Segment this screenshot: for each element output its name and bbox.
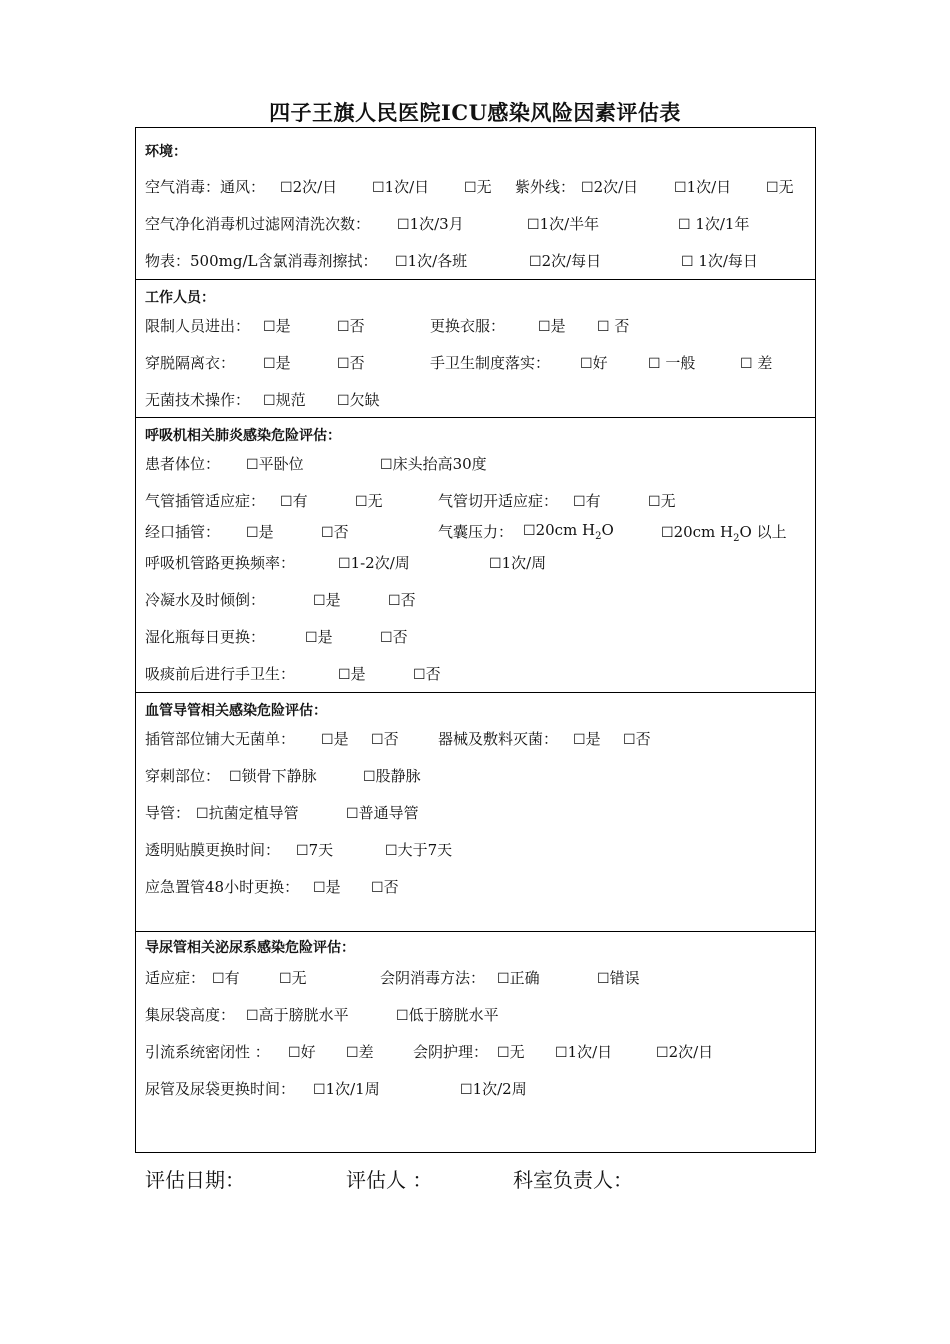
checkbox-option[interactable]: ☐ 是 bbox=[263, 315, 291, 336]
intubation-indication-row bbox=[145, 490, 815, 512]
checkbox-option[interactable]: ☐ 欠缺 bbox=[337, 389, 380, 410]
checkbox-option[interactable]: ☐ 错误 bbox=[597, 967, 640, 988]
checkbox-option[interactable]: ☐ 否 bbox=[337, 315, 365, 336]
checkbox-option[interactable]: ☐ 低于膀胱水平 bbox=[396, 1004, 499, 1025]
field-label: 器械及敷料灭菌： bbox=[438, 730, 559, 748]
checkbox-option[interactable]: ☐ 1次/周 bbox=[489, 552, 546, 573]
field-label: 尿管及尿袋更换时间： bbox=[145, 1080, 296, 1098]
field-label: 气囊压力： bbox=[438, 523, 514, 541]
field-label: 更换衣服： bbox=[430, 317, 506, 335]
closed-system-row bbox=[145, 1041, 815, 1063]
checkbox-option[interactable]: ☐ 平卧位 bbox=[246, 453, 304, 474]
patient-position-row bbox=[145, 453, 815, 475]
puncture-site-row bbox=[145, 765, 815, 787]
checkbox-option[interactable]: ☐ 是 bbox=[538, 315, 566, 336]
catheter-type-row bbox=[145, 802, 815, 824]
field-label: 会阴消毒方法： bbox=[380, 969, 486, 987]
field-label: 空气消毒：通风： bbox=[145, 178, 266, 196]
department-head-label: 科室负责人： bbox=[513, 1168, 633, 1192]
page-title: 四子王旗人民医院ICU感染风险因素评估表 bbox=[269, 100, 681, 125]
checkbox-option[interactable]: ☐ 否 bbox=[623, 728, 651, 749]
checkbox-option[interactable]: ☐ 1次/各班 bbox=[395, 250, 467, 271]
checkbox-option[interactable]: ☐ 否 bbox=[371, 728, 399, 749]
checkbox-option[interactable]: ☐ 是 bbox=[573, 728, 601, 749]
checkbox-option[interactable]: ☐ 正确 bbox=[497, 967, 540, 988]
section-urinary-risk bbox=[136, 931, 815, 1153]
checkbox-option[interactable]: ☐ 2次/每日 bbox=[529, 250, 601, 271]
sterile-drape-row bbox=[145, 728, 815, 750]
checkbox-option[interactable]: ☐ 20cm H bbox=[661, 523, 733, 541]
checkbox-option[interactable]: ☐ 无 bbox=[497, 1041, 525, 1062]
checkbox-option[interactable]: ☐ 无 bbox=[355, 490, 383, 511]
field-label: 会阴护理： bbox=[413, 1043, 489, 1061]
oral-intubation-row bbox=[145, 521, 815, 543]
checkbox-option[interactable]: ☐ 1次/半年 bbox=[527, 213, 599, 234]
emergency-line-row bbox=[145, 876, 815, 898]
field-label: 手卫生制度落实： bbox=[430, 354, 551, 372]
section-environment bbox=[136, 128, 815, 279]
checkbox-option[interactable]: ☐ 否 bbox=[413, 663, 441, 684]
checkbox-option[interactable]: ☐ 否 bbox=[321, 521, 349, 542]
checkbox-option[interactable]: ☐ 高于膀胱水平 bbox=[246, 1004, 349, 1025]
checkbox-option[interactable]: ☐ 锁骨下静脉 bbox=[229, 765, 317, 786]
aseptic-technique-row bbox=[145, 389, 815, 411]
checkbox-option[interactable]: ☐ 1-2次/周 bbox=[338, 552, 410, 573]
checkbox-option[interactable]: ☐ 是 bbox=[313, 876, 341, 897]
checkbox-option[interactable]: ☐ 1次/1年 bbox=[678, 213, 749, 234]
subscript: 2 bbox=[733, 533, 740, 544]
air-disinfection-row bbox=[145, 176, 815, 198]
circuit-change-row bbox=[145, 552, 815, 574]
checkbox-option[interactable]: ☐ 1次/日 bbox=[674, 176, 731, 197]
section-heading: 呼吸机相关肺炎感染危险评估： bbox=[145, 428, 341, 444]
checkbox-option[interactable]: ☐ 7天 bbox=[296, 839, 333, 860]
section-heading: 环境： bbox=[145, 144, 187, 160]
assessment-date-label: 评估日期： bbox=[145, 1168, 245, 1192]
checkbox-option[interactable]: ☐ 1次/每日 bbox=[681, 250, 758, 271]
field-label: 湿化瓶每日更换： bbox=[145, 628, 266, 646]
option-tail: O bbox=[601, 521, 614, 539]
checkbox-option[interactable]: ☐ 普通导管 bbox=[346, 802, 419, 823]
checkbox-option[interactable]: ☐ 无 bbox=[648, 490, 676, 511]
gown-row bbox=[145, 352, 815, 374]
checkbox-option[interactable]: ☐ 2次/日 bbox=[280, 176, 337, 197]
filter-cleaning-row bbox=[145, 213, 815, 235]
field-label: 限制人员进出： bbox=[145, 317, 251, 335]
field-label: 呼吸机管路更换频率： bbox=[145, 554, 296, 572]
checkbox-option[interactable]: ☐ 是 bbox=[305, 626, 333, 647]
checkbox-option[interactable]: ☐ 是 bbox=[313, 589, 341, 610]
checkbox-option[interactable]: ☐ 一般 bbox=[648, 352, 695, 373]
assessment-form bbox=[135, 127, 816, 1153]
field-label: 适应症： bbox=[145, 969, 206, 987]
restrict-access-row bbox=[145, 315, 815, 337]
checkbox-option[interactable]: ☐ 抗菌定植导管 bbox=[196, 802, 299, 823]
checkbox-option[interactable]: ☐ 否 bbox=[597, 315, 629, 336]
section-catheter-risk bbox=[136, 692, 815, 931]
condensate-row bbox=[145, 589, 815, 611]
section-staff bbox=[136, 279, 815, 417]
field-label: 气管插管适应症： bbox=[145, 492, 266, 510]
checkbox-option[interactable]: ☐ 2次/日 bbox=[656, 1041, 713, 1062]
section-heading: 导尿管相关泌尿系感染危险评估： bbox=[145, 940, 355, 956]
checkbox-option[interactable]: ☐ 2次/日 bbox=[581, 176, 638, 197]
checkbox-option[interactable]: ☐ 无 bbox=[766, 176, 794, 197]
field-label: 经口插管： bbox=[145, 523, 221, 541]
checkbox-option[interactable]: ☐ 床头抬高30度 bbox=[380, 453, 487, 474]
field-label: 紫外线： bbox=[515, 178, 576, 196]
field-label: 穿脱隔离衣： bbox=[145, 354, 236, 372]
field-label: 吸痰前后进行手卫生： bbox=[145, 665, 296, 683]
field-label: 引流系统密闭性 ： bbox=[145, 1043, 270, 1061]
checkbox-option[interactable]: ☐ 否 bbox=[388, 589, 416, 610]
checkbox-option[interactable]: ☐ 是 bbox=[338, 663, 366, 684]
checkbox-option[interactable]: ☐ 好 bbox=[580, 352, 608, 373]
cuff-pressure-option-2[interactable] bbox=[661, 521, 787, 544]
checkbox-option[interactable]: ☐ 规范 bbox=[263, 389, 306, 410]
checkbox-option[interactable]: ☐ 是 bbox=[263, 352, 291, 373]
subscript: 2 bbox=[595, 531, 602, 542]
checkbox-option[interactable]: ☐ 大于7天 bbox=[385, 839, 452, 860]
humidifier-row bbox=[145, 626, 815, 648]
checkbox-option[interactable]: ☐ 有 bbox=[280, 490, 308, 511]
field-label: 空气净化消毒机过滤网清洗次数： bbox=[145, 215, 371, 233]
field-label: 导管： bbox=[145, 804, 191, 822]
checkbox-option[interactable]: ☐ 差 bbox=[740, 352, 772, 373]
checkbox-option[interactable]: ☐ 无 bbox=[464, 176, 492, 197]
cuff-pressure-option-1[interactable] bbox=[523, 521, 614, 542]
assessor-label: 评估人 ： bbox=[346, 1168, 433, 1192]
checkbox-option[interactable]: ☐ 1次/2周 bbox=[460, 1078, 527, 1099]
checkbox-option[interactable]: ☐ 否 bbox=[380, 626, 408, 647]
checkbox-option[interactable]: ☐ 1次/1周 bbox=[313, 1078, 380, 1099]
checkbox-option[interactable]: ☐ 是 bbox=[321, 728, 349, 749]
field-label: 冷凝水及时倾倒： bbox=[145, 591, 266, 609]
checkbox-option[interactable]: ☐ 1次/日 bbox=[372, 176, 429, 197]
field-label: 插管部位铺大无菌单： bbox=[145, 730, 296, 748]
checkbox-option[interactable]: ☐ 好 bbox=[288, 1041, 316, 1062]
bag-height-row bbox=[145, 1004, 815, 1026]
surface-wipe-row bbox=[145, 250, 815, 272]
section-heading: 工作人员： bbox=[145, 290, 215, 306]
section-heading: 血管导管相关感染危险评估： bbox=[145, 703, 327, 719]
field-label: 穿刺部位： bbox=[145, 767, 221, 785]
indication-row bbox=[145, 967, 815, 989]
field-label: 物表：500mg/L含氯消毒剂擦拭： bbox=[145, 252, 378, 270]
suction-hand-hygiene-row bbox=[145, 663, 815, 685]
field-label: 患者体位： bbox=[145, 455, 221, 473]
checkbox-option[interactable]: ☐ 1次/日 bbox=[555, 1041, 612, 1062]
field-label: 透明贴膜更换时间： bbox=[145, 841, 281, 859]
checkbox-option[interactable]: ☐ 1次/3月 bbox=[397, 213, 464, 234]
checkbox-option[interactable]: ☐ 否 bbox=[337, 352, 365, 373]
checkbox-option[interactable]: ☐ 是 bbox=[246, 521, 274, 542]
section-vap-risk bbox=[136, 417, 815, 692]
field-label: 集尿袋高度： bbox=[145, 1006, 236, 1024]
option-tail: O 以上 bbox=[739, 523, 787, 541]
field-label: 应急置管48小时更换： bbox=[145, 878, 300, 896]
catheter-change-row bbox=[145, 1078, 815, 1100]
checkbox-option[interactable]: ☐ 有 bbox=[573, 490, 601, 511]
checkbox-option[interactable]: ☐ 有 bbox=[212, 967, 240, 988]
checkbox-option[interactable]: ☐ 否 bbox=[371, 876, 399, 897]
checkbox-option[interactable]: ☐ 20cm H bbox=[523, 521, 595, 539]
field-label: 无菌技术操作： bbox=[145, 391, 251, 409]
field-label: 气管切开适应症： bbox=[438, 492, 559, 510]
dressing-change-row bbox=[145, 839, 815, 861]
checkbox-option[interactable]: ☐ 无 bbox=[279, 967, 307, 988]
checkbox-option[interactable]: ☐ 差 bbox=[346, 1041, 374, 1062]
checkbox-option[interactable]: ☐ 股静脉 bbox=[363, 765, 421, 786]
